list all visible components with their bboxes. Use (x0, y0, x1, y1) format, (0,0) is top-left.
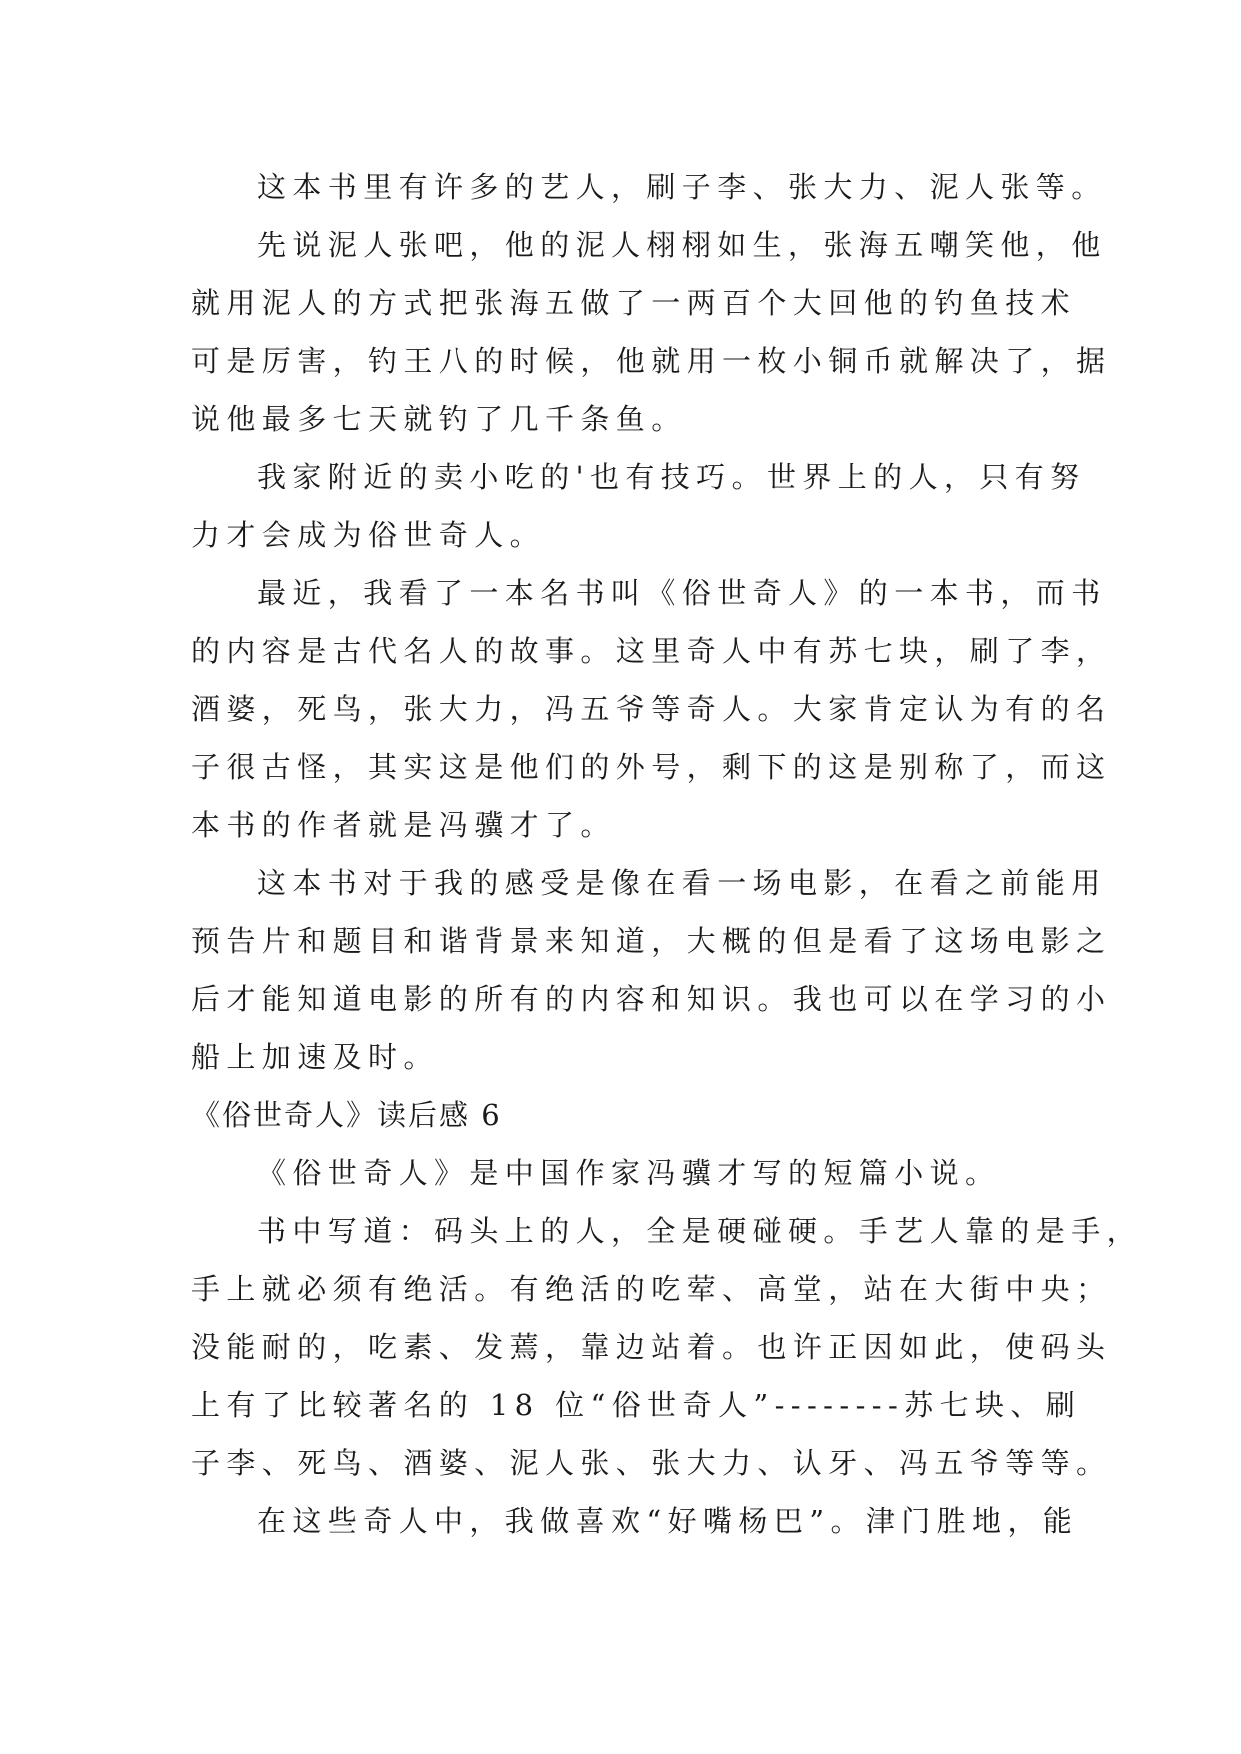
text-line: 酒婆，死鸟，张大力，冯五爷等奇人。大家肯定认为有的名 (191, 692, 1112, 726)
text-line: 这本书对于我的感受是像在看一场电影，在看之前能用 (257, 866, 1107, 900)
text-line: 后才能知道电影的所有的内容和知识。我也可以在学习的小 (191, 982, 1112, 1016)
text-line: 《俗世奇人》是中国作家冯骥才写的短篇小说。 (257, 1156, 1001, 1190)
text-line: 可是厉害，钓王八的时候，他就用一枚小铜币就解决了，据 (191, 344, 1112, 378)
text-line: 预告片和题目和谐背景来知道，大概的但是看了这场电影之 (191, 924, 1112, 958)
text-line: 船上加速及时。 (191, 1040, 439, 1074)
text-line: 的内容是古代名人的故事。这里奇人中有苏七块，刷了李， (191, 634, 1112, 668)
section-heading: 《俗世奇人》读后感 6 (191, 1098, 502, 1132)
text-line: 先说泥人张吧，他的泥人栩栩如生，张海五嘲笑他，他 (257, 228, 1107, 262)
text-line: 在这些奇人中，我做喜欢“好嘴杨巴”。津门胜地，能 (257, 1504, 1079, 1538)
text-line: 最近，我看了一本名书叫《俗世奇人》的一本书，而书 (257, 576, 1107, 610)
text-line: 这本书里有许多的艺人，刷子李、张大力、泥人张等。 (257, 170, 1107, 204)
article-body (191, 158, 1143, 1550)
text-line: 本书的作者就是冯骥才了。 (191, 808, 616, 842)
text-line: 我家附近的卖小吃的'也有技巧。世界上的人，只有努 (257, 460, 1086, 494)
text-line: 子李、死鸟、酒婆、泥人张、张大力、认牙、冯五爷等等。 (191, 1446, 1112, 1480)
text-line: 子很古怪，其实这是他们的外号，剩下的这是别称了，而这 (191, 750, 1112, 784)
text-line: 上有了比较著名的 18 位“俗世奇人”--------苏七块、刷 (191, 1388, 1082, 1422)
text-line: 没能耐的，吃素、发蔫，靠边站着。也许正因如此，使码头 (191, 1330, 1112, 1364)
text-line: 说他最多七天就钓了几千条鱼。 (191, 402, 687, 436)
text-line: 就用泥人的方式把张海五做了一两百个大回他的钓鱼技术 (191, 286, 1077, 320)
text-line: 力才会成为俗世奇人。 (191, 518, 546, 552)
text-line: 书中写道：码头上的人，全是硬碰硬。手艺人靠的是手， (257, 1214, 1143, 1248)
text-line: 手上就必须有绝活。有绝活的吃荤、高堂，站在大街中央； (191, 1272, 1112, 1306)
